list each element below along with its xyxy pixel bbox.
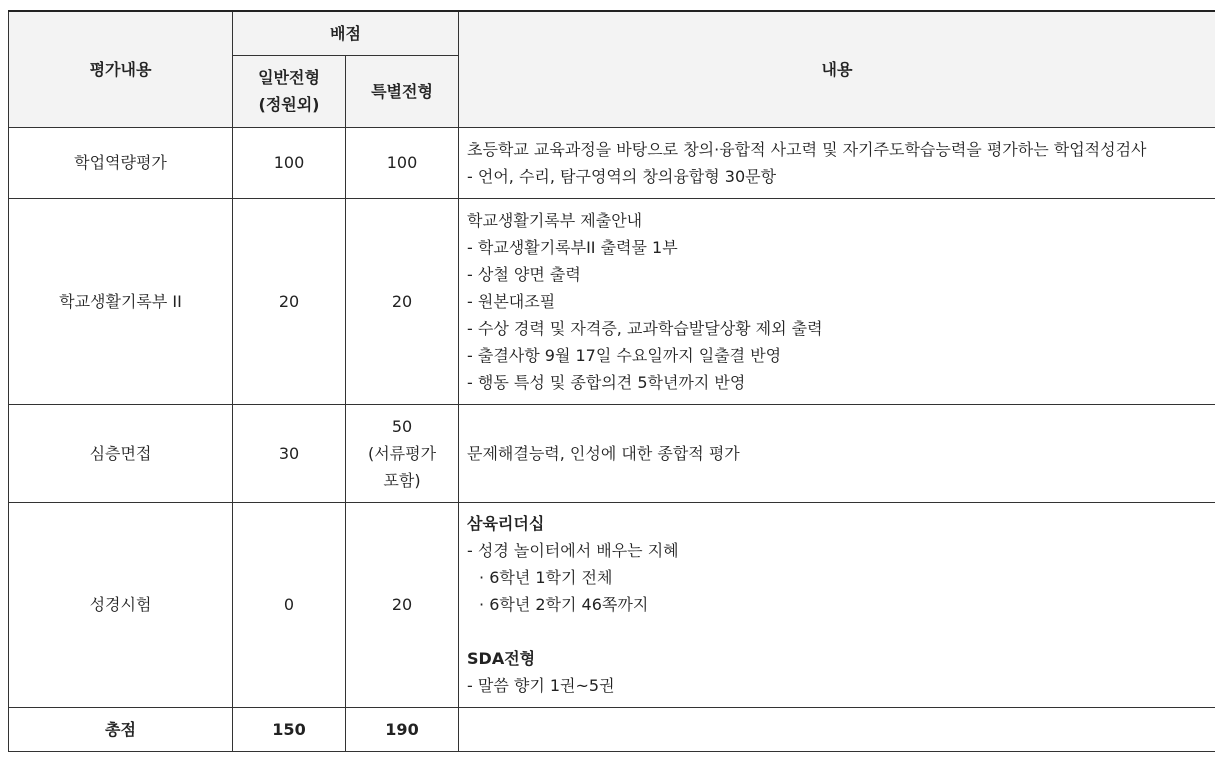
table-row (9, 404, 1215, 502)
header-general-line1: 일반전형 (258, 68, 320, 87)
header-special: 특별전형 (346, 55, 459, 127)
content-line: - 상철 양면 출력 (467, 264, 581, 284)
total-special: 190 (346, 707, 459, 751)
content-line: - 행동 특성 및 종합의견 5학년까지 반영 (467, 372, 746, 392)
row-special-score (346, 404, 459, 502)
row-name: 학업역량평가 (9, 127, 233, 198)
content-line: 초등학교 교육과정을 바탕으로 창의·융합적 사고력 및 자기주도학습능력을 평가하는 학업적성검사 (467, 139, 1147, 159)
header-content: 내용 (459, 11, 1215, 127)
row-general-score: 20 (233, 198, 346, 404)
row-general-score: 100 (233, 127, 346, 198)
content-line: - 말씀 향기 1권~5권 (467, 676, 615, 695)
content-line: 문제해결능력, 인성에 대한 종합적 평가 (467, 443, 740, 463)
content-subline: · 6학년 1학기 전체 (479, 568, 613, 587)
content-line: - 출결사항 9월 17일 수요일까지 일출결 반영 (467, 345, 782, 365)
row-content (459, 502, 1215, 707)
header-score-group: 배점 (233, 11, 459, 55)
section-title-sda: SDA전형 (467, 649, 536, 668)
row-special-score: 20 (346, 502, 459, 707)
admission-score-table (8, 10, 1215, 752)
content-line: - 원본대조필 (467, 291, 556, 311)
row-special-score: 20 (346, 198, 459, 404)
content-line: - 학교생활기록부II 출력물 1부 (467, 237, 678, 257)
special-score-value: 50 (391, 416, 413, 436)
row-name: 심층면접 (9, 404, 233, 502)
row-name: 학교생활기록부 II (9, 198, 233, 404)
section-spacer (467, 618, 1207, 645)
row-general-score: 0 (233, 502, 346, 707)
section-title-samyuk: 삼육리더십 (467, 514, 545, 533)
total-content (459, 707, 1215, 751)
total-row (9, 707, 1215, 751)
total-label: 총점 (9, 707, 233, 751)
row-content (459, 404, 1215, 502)
special-score-note-line2: 포함) (383, 470, 421, 490)
header-general-line2: (정원외) (258, 95, 320, 114)
total-general: 150 (233, 707, 346, 751)
content-line: - 언어, 수리, 탐구영역의 창의융합형 30문항 (467, 166, 777, 186)
content-subline: · 6학년 2학기 46쪽까지 (479, 595, 649, 614)
content-line: 학교생활기록부 제출안내 (467, 210, 643, 230)
table-row (9, 127, 1215, 198)
row-special-score: 100 (346, 127, 459, 198)
row-content (459, 127, 1215, 198)
row-general-score: 30 (233, 404, 346, 502)
table-row (9, 198, 1215, 404)
row-name: 성경시험 (9, 502, 233, 707)
content-line: - 수상 경력 및 자격증, 교과학습발달상황 제외 출력 (467, 318, 823, 338)
row-content (459, 198, 1215, 404)
header-eval: 평가내용 (9, 11, 233, 127)
table-row (9, 502, 1215, 707)
header-general (233, 55, 346, 127)
special-score-note-line1: (서류평가 (367, 443, 437, 463)
content-line: - 성경 놀이터에서 배우는 지혜 (467, 541, 679, 560)
